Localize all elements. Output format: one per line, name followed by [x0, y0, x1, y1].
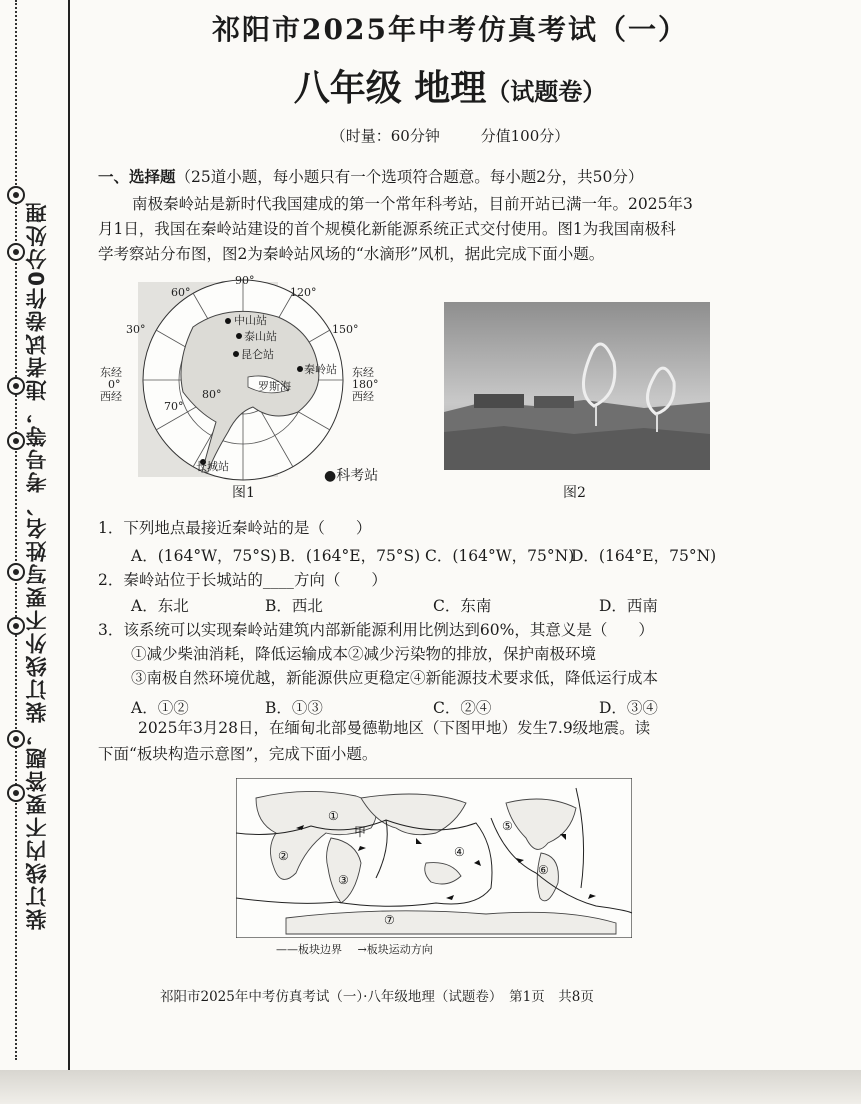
question-2-stem: 2．秦岭站位于长城站的____方向（ ）	[98, 571, 387, 589]
question-1-option-a[interactable]: A．(164°W，75°S)	[131, 547, 277, 565]
east-label: 东经	[100, 366, 122, 379]
zhongshan-label: 中山站	[234, 314, 267, 327]
intro-line: 月1日，我国在秦岭站建设的首个规模化新能源系统正式交付使用。图1为我国南极科	[98, 220, 676, 238]
west-label: 西经	[100, 390, 122, 403]
arrow-right-icon: →	[357, 943, 367, 956]
page-footer: 祁阳市2025年中考仿真考试（一）·八年级地理（试题卷） 第1页 共8页	[160, 989, 594, 1005]
zero-meridian-label: 0°	[108, 378, 121, 391]
subject-suffix: （试题卷）	[486, 77, 607, 106]
section-label: 一、选择题	[98, 167, 176, 186]
west-label-right: 西经	[352, 390, 374, 403]
kunlun-station-icon	[233, 351, 239, 357]
plate-label: ②	[278, 849, 289, 863]
question-1-option-d[interactable]: D．(164°E，75°N)	[571, 547, 717, 565]
qinling-station-icon	[297, 366, 303, 372]
photo-building	[474, 394, 524, 408]
question-3-choices-line-1: ①减少柴油消耗，降低运输成本②减少污染物的排放，保护南极环境	[131, 645, 597, 663]
question-2-option-c[interactable]: C．东南	[433, 597, 492, 615]
changcheng-label: 长城站	[196, 460, 229, 473]
subject-name: 八年级 地理	[293, 68, 487, 109]
plate-label: ①	[328, 809, 339, 823]
question-3-option-a[interactable]: A．①②	[131, 699, 189, 717]
plate-label: ④	[454, 845, 465, 859]
epicenter-jia-label: 甲	[354, 825, 367, 839]
exam-title: 祁阳市2025年中考仿真考试（一）	[212, 13, 688, 46]
question-3-stem: 3．该系统可以实现秦岭站建筑内部新能源利用比例达到60%，其意义是（ ）	[98, 621, 654, 639]
legend-motion: 板块运动方向	[366, 943, 433, 956]
photo-building	[534, 396, 574, 408]
plate-label: ⑥	[538, 863, 549, 877]
kunlun-label: 昆仑站	[241, 348, 274, 361]
zhongshan-station-icon	[225, 318, 231, 324]
east-label-right: 东经	[352, 366, 374, 379]
question-2-option-a[interactable]: A．东北	[131, 597, 189, 615]
lon-120-label: 120°	[290, 286, 317, 299]
taishan-station-icon	[236, 333, 242, 339]
exam-meta	[100, 125, 800, 146]
section-instruction: （25道小题，每小题只有一个选项符合题意。每小题2分，共50分）	[175, 168, 644, 186]
boundary-line-icon: ——	[276, 943, 298, 956]
full-score: 分值100分）	[480, 127, 570, 145]
figure-1-caption: 图1	[232, 485, 255, 501]
lat-80-label: 80°	[202, 388, 222, 401]
lon-60-label: 60°	[171, 286, 191, 299]
lon-30-label: 30°	[126, 323, 146, 336]
antarctica-station-map	[98, 272, 388, 482]
station-legend: ●科考站	[324, 468, 379, 484]
plate-label: ③	[338, 873, 349, 887]
plate-tectonics-map	[236, 778, 632, 938]
qinling-label: 秦岭站	[304, 363, 337, 376]
scan-bottom-edge	[0, 1070, 861, 1104]
map-legend	[276, 941, 433, 957]
lon-150-label: 150°	[332, 323, 359, 336]
binding-warning-text: 装订线内不要答题，装订线外不要写姓名、考号等，违者试卷作0分处理	[25, 200, 49, 930]
section-heading	[98, 163, 818, 191]
plate-label: ⑦	[384, 913, 395, 927]
question-1-option-c[interactable]: C．(164°W，75°N)	[425, 547, 575, 565]
lon-90-label: 90°	[235, 274, 255, 287]
subject-title	[100, 60, 800, 111]
intro-line: 学考察站分布图，图2为秦岭站风场的“水滴形”风机，据此完成下面小题。	[98, 245, 605, 263]
wind-turbine-photo	[444, 302, 710, 470]
lon-180-label: 180°	[352, 378, 379, 391]
intro-2-line: 下面“板块构造示意图”，完成下面小题。	[98, 745, 378, 763]
intro-line: 南极秦岭站是新时代我国建成的第一个常年科考站，目前开站已满一年。2025年3	[132, 195, 693, 213]
question-2-option-b[interactable]: B．西北	[265, 597, 323, 615]
question-1-option-b[interactable]: B．(164°E，75°S)	[279, 547, 421, 565]
intro-2-line: 2025年3月28日，在缅甸北部曼德勒地区（下图甲地）发生7.9级地震。读	[138, 719, 651, 737]
figure-2-caption: 图2	[563, 485, 586, 501]
question-3-option-b[interactable]: B．①③	[265, 699, 323, 717]
ross-sea-label: 罗斯海	[258, 380, 291, 393]
question-2-option-d[interactable]: D．西南	[599, 597, 658, 615]
question-1-stem: 1．下列地点最接近秦岭站的是（ ）	[98, 519, 372, 537]
question-3-option-d[interactable]: D．③④	[599, 699, 658, 717]
question-3-choices-line-2: ③南极自然环境优越，新能源供应更稳定④新能源技术要求低，降低运行成本	[131, 669, 659, 687]
question-3-option-c[interactable]: C．②④	[433, 699, 492, 717]
taishan-label: 泰山站	[244, 330, 277, 343]
legend-boundary: 板块边界	[298, 943, 342, 956]
lat-70-label: 70°	[164, 400, 184, 413]
time-limit: （时量：60分钟	[330, 127, 440, 145]
plate-label: ⑤	[502, 819, 513, 833]
